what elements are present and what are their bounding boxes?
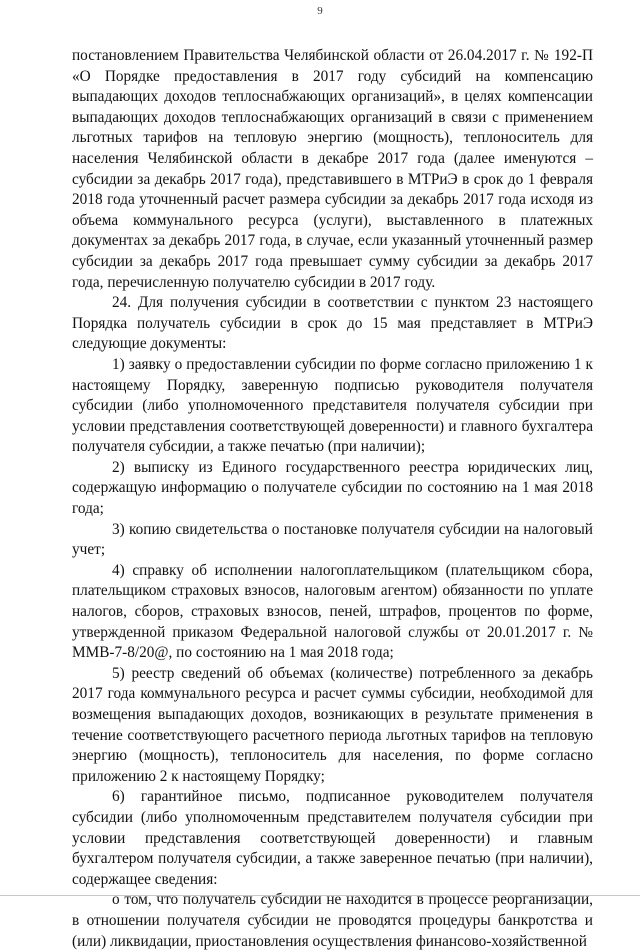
paragraph: 5) реестр сведений об объемах (количестве) потребленного за декабрь 2017 года коммунального ресурса и расчет суммы субсидии, необходимой для возмещения выпадающих доходов, возникающих в результате применения в течение соответствующего расчетного периода льготных тарифов на тепловую энергию (мощность), теплоноситель для населения, по форме согласно приложению 2 к настоящему Порядку; <box>72 664 593 785</box>
document-body <box>72 46 593 952</box>
paragraph: 6) гарантийное письмо, подписанное руководителем получателя субсидии (либо уполномоченным представителем получателя субсидии при условии представления соответствующей доверенности) и главным бухгалтером получателя субсидии, а также заверенное печатью (при наличии), содержащее сведения: <box>72 788 593 888</box>
paragraph: 4) справку об исполнении налогоплательщиком (плательщиком сбора, плательщиком страховых взносов, налоговым агентом) обязанности по уплате налогов, сборов, страховых взносов, пеней, штрафов, процентов по форме, утвержденной приказом Федеральной налоговой службы от 20.01.2017 г. № ММВ-7-8/20@, по состоянию на 1 мая 2018 года; <box>72 561 593 662</box>
paragraph: 2) выписку из Единого государственного реестра юридических лиц, содержащую информацию о получателе субсидии по состоянию на 1 мая 2018 года; <box>72 458 593 518</box>
paragraph: 3) копию свидетельства о постановке получателя субсидии на налоговый учет; <box>72 520 593 559</box>
paragraph: 1) заявку о предоставлении субсидии по форме согласно приложению 1 к настоящему Порядку, заверенную подписью руководителя получателя субсидии (либо уполномоченного представителя получателя субсидии при условии представления соответствующей доверенности) и главного бухгалтера получателя субсидии, а также печатью (при наличии); <box>72 355 593 456</box>
page-edge-divider <box>0 895 640 896</box>
paragraph: 24. Для получения субсидии в соответствии с пунктом 23 настоящего Порядка получатель субсидии в срок до 15 мая представляет в МТРиЭ следующие документы: <box>72 294 593 353</box>
paragraph: постановлением Правительства Челябинской области от 26.04.2017 г. № 192-П «О Порядке предоставления в 2017 году субсидий на компенсацию выпадающих доходов теплоснабжающих организаций», в целях компенсации выпадающих доходов теплоснабжающих организаций в связи с применением льготных тарифов на тепловую энергию (мощность), теплоноситель для населения Челябинской области в декабре 2017 года (далее именуются – субсидии за декабрь 2017 года), представившего в МТРиЭ в срок до 1 февраля 2018 года уточненный расчет размера субсидии за декабрь 2017 года исходя из объема коммунального ресурса (услуги), выставленного в платежных документах за декабрь 2017 года, в случае, если указанный уточненный размер субсидии за декабрь 2017 года превышает сумму субсидии за декабрь 2017 года, перечисленную получателю субсидии в 2017 году. <box>72 47 593 291</box>
paragraph: о том, что получатель субсидии не находится в процессе реорганизации, в отношении получателя субсидии не проводятся процедуры банкротства и (или) ликвидации, приостановления осуществления финансово-хозяйственной <box>72 891 593 950</box>
page-number: 9 <box>317 5 323 17</box>
